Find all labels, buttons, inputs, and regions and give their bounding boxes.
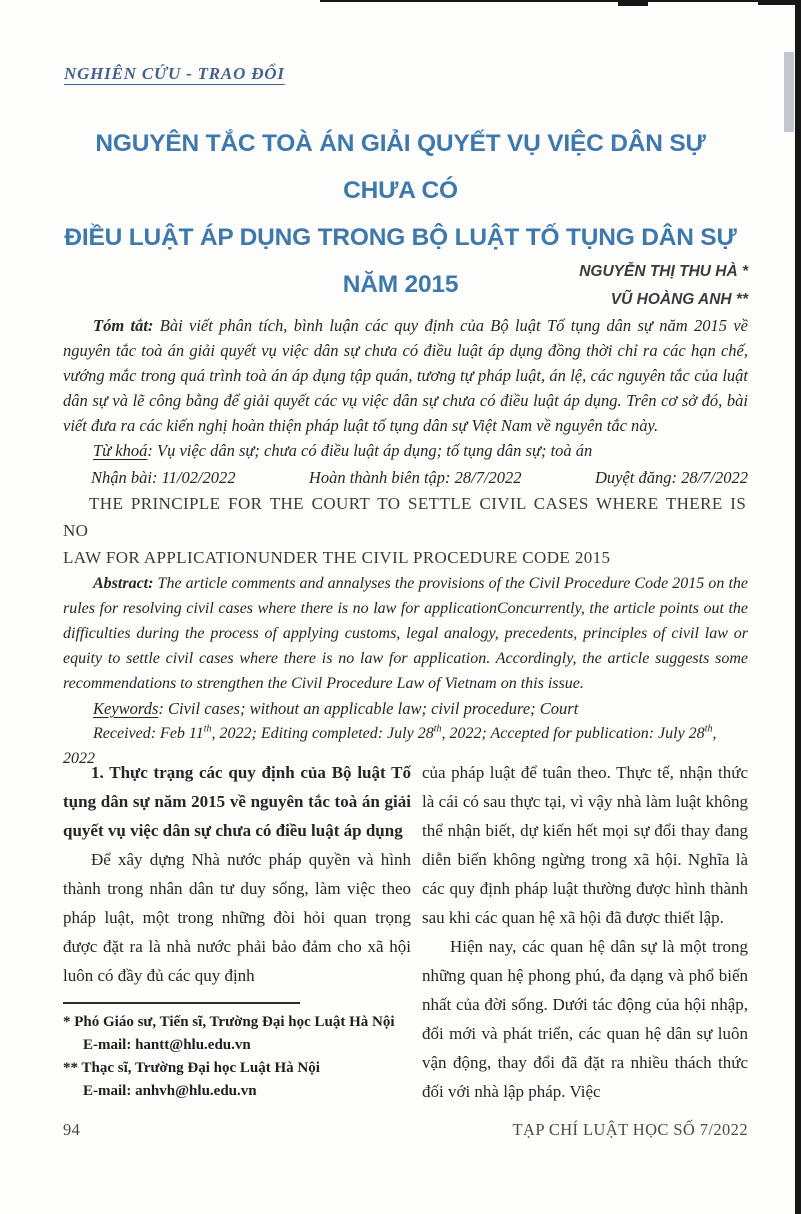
- footnote-block: [63, 1002, 415, 1103]
- english-title-line-2: LAW FOR APPLICATIONUNDER THE CIVIL PROCEDURE CODE 2015: [63, 548, 611, 567]
- footnote-author-1: [63, 1011, 415, 1057]
- article-title-line-1: NGUYÊN TẮC TOÀ ÁN GIẢI QUYẾT VỤ VIỆC DÂN SỰ CHƯA CÓ: [95, 130, 706, 204]
- scan-artifact-gray-smudge: [784, 52, 794, 132]
- abstract-vi-text: Bài viết phân tích, bình luận các quy định của Bộ luật Tố tụng dân sự năm 2015 về nguyên tắc toà án giải quyết vụ việc dân sự chưa có điều luật áp dụng đồng thời chỉ ra các hạn chế, vướng mắc trong quá trình toà án áp dụng tập quán, tương tự pháp luật, án lệ, các nguyên tắc của luật dân sự và lẽ công bằng để giải quyết các vụ việc dân sự chưa có điều luật áp dụng. Trên cơ sở đó, bài viết đưa ra các kiến nghị hoàn thiện pháp luật tố tụng dân sự Việt Nam về nguyên tắc này.: [63, 316, 748, 435]
- keywords-en-label: Keywords: [93, 699, 159, 718]
- received-part: Received: Feb 11: [93, 725, 204, 742]
- section-heading-1: 1. Thực trạng các quy định của Bộ luật Tố tụng dân sự năm 2015 về nguyên tắc toà án giải quyết vụ việc dân sự chưa có điều luật áp dụng: [63, 763, 411, 840]
- submission-dates: [63, 465, 748, 490]
- keywords-vi-label: Từ khoá: [93, 441, 148, 460]
- scan-artifact-top-blob: [618, 0, 648, 6]
- received-superscript: th: [203, 723, 212, 735]
- footnote-1-marker: *: [63, 1014, 71, 1030]
- abstract-en-label: Abstract:: [93, 575, 154, 592]
- author-block: [398, 258, 748, 314]
- keywords-en-text: : Civil cases; without an applicable law; civil procedure; Court: [158, 699, 579, 718]
- body-column-left: [63, 758, 411, 990]
- date-edited: Hoàn thành biên tập: 28/7/2022: [308, 468, 522, 487]
- received-superscript: th: [433, 723, 442, 735]
- footnote-2-email: E-mail: anhvh@hlu.edu.vn: [83, 1083, 257, 1099]
- keywords-vietnamese: [63, 438, 748, 463]
- abstract-vi-label: Tóm tắt:: [93, 316, 154, 335]
- article-title-line-2: ĐIỀU LUẬT ÁP DỤNG TRONG BỘ LUẬT TỐ TỤNG DÂN SỰ NĂM 2015: [64, 224, 737, 298]
- received-part: , 2022; Accepted for publication: July 28: [441, 725, 705, 742]
- scan-artifact-top-edge: [320, 0, 801, 2]
- scan-artifact-right-edge: [795, 0, 801, 1214]
- keywords-vi-text: : Vụ việc dân sự; chưa có điều luật áp dụng; tố tụng dân sự; toà án: [147, 441, 593, 460]
- body-column-right: [422, 758, 748, 1106]
- frontmatter: [63, 313, 748, 771]
- author-1: NGUYỄN THỊ THU HÀ *: [579, 263, 748, 280]
- received-part: , 2022: [63, 725, 717, 767]
- body-paragraph-right-2: Hiện nay, các quan hệ dân sự là một trong những quan hệ phong phú, đa dạng và phổ biến nhất của đời sống. Dưới tác động của hội nhập, đổi mới và phát triển, các quan hệ dân sự luôn vận động, thay đổi đã đặt ra nhiều thách thức đối với nhà lập pháp. Việc: [422, 937, 748, 1101]
- journal-name: TẠP CHÍ LUẬT HỌC SỐ 7/2022: [512, 1120, 748, 1139]
- english-title: [63, 490, 748, 571]
- received-part: , 2022; Editing completed: July 28: [211, 725, 434, 742]
- footnote-separator: [63, 1002, 300, 1004]
- footnote-1-email: E-mail: hantt@hlu.edu.vn: [83, 1037, 251, 1053]
- abstract-vietnamese: [63, 313, 748, 438]
- footnote-2-marker: **: [63, 1060, 78, 1076]
- author-2: VŨ HOÀNG ANH **: [610, 291, 748, 308]
- page-footer: [63, 1120, 748, 1140]
- footnote-1-affiliation: [63, 1011, 415, 1034]
- abstract-en-text: The article comments and annalyses the provisions of the Civil Procedure Code 2015 on the rules for resolving civil cases where there is no law for applicationConcurrently, the article points out the difficulties during the process of applying customs, legal analogy, precedents, principles of civil law or equity to settle civil cases where there is no law for application. Accordingly, the article suggests some recommendations to strengthen the Civil Procedure Law of Vietnam on this issue.: [63, 575, 748, 692]
- section-label: NGHIÊN CỨU - TRAO ĐỔI: [64, 64, 285, 83]
- body-paragraph-right-1: của pháp luật để tuân theo. Thực tế, nhận thức là cái có sau thực tại, vì vậy nhà làm luật không thể nhận biết, dự kiến hết mọi sự đổi thay đang diễn biến không ngừng trong xã hội. Nghĩa là các quy định pháp luật thường được hình thành sau khi các quan hệ xã hội đã được thiết lập.: [422, 763, 748, 927]
- page-number: 94: [63, 1120, 81, 1139]
- date-received: Nhận bài: 11/02/2022: [91, 468, 236, 487]
- footnote-2-text: Thạc sĩ, Trường Đại học Luật Hà Nội: [78, 1060, 320, 1076]
- footnote-2-affiliation: [63, 1057, 415, 1080]
- english-title-line-1: THE PRINCIPLE FOR THE COURT TO SETTLE CIVIL CASES WHERE THERE IS NO: [63, 494, 747, 540]
- footnote-1-text: Phó Giáo sư, Tiến sĩ, Trường Đại học Luật Hà Nội: [70, 1014, 395, 1030]
- date-published: Duyệt đăng: 28/7/2022: [594, 468, 748, 487]
- keywords-english: [63, 696, 748, 721]
- received-superscript: th: [704, 723, 713, 735]
- footnote-author-2: [63, 1057, 415, 1103]
- body-paragraph-left: Để xây dựng Nhà nước pháp quyền và hình thành trong nhân dân tư duy sống, làm việc theo pháp luật, một trong những đòi hỏi quan trọng được đặt ra là nhà nước phải bảo đảm cho xã hội luôn có đầy đủ các quy định: [63, 850, 411, 985]
- abstract-english: [63, 571, 748, 696]
